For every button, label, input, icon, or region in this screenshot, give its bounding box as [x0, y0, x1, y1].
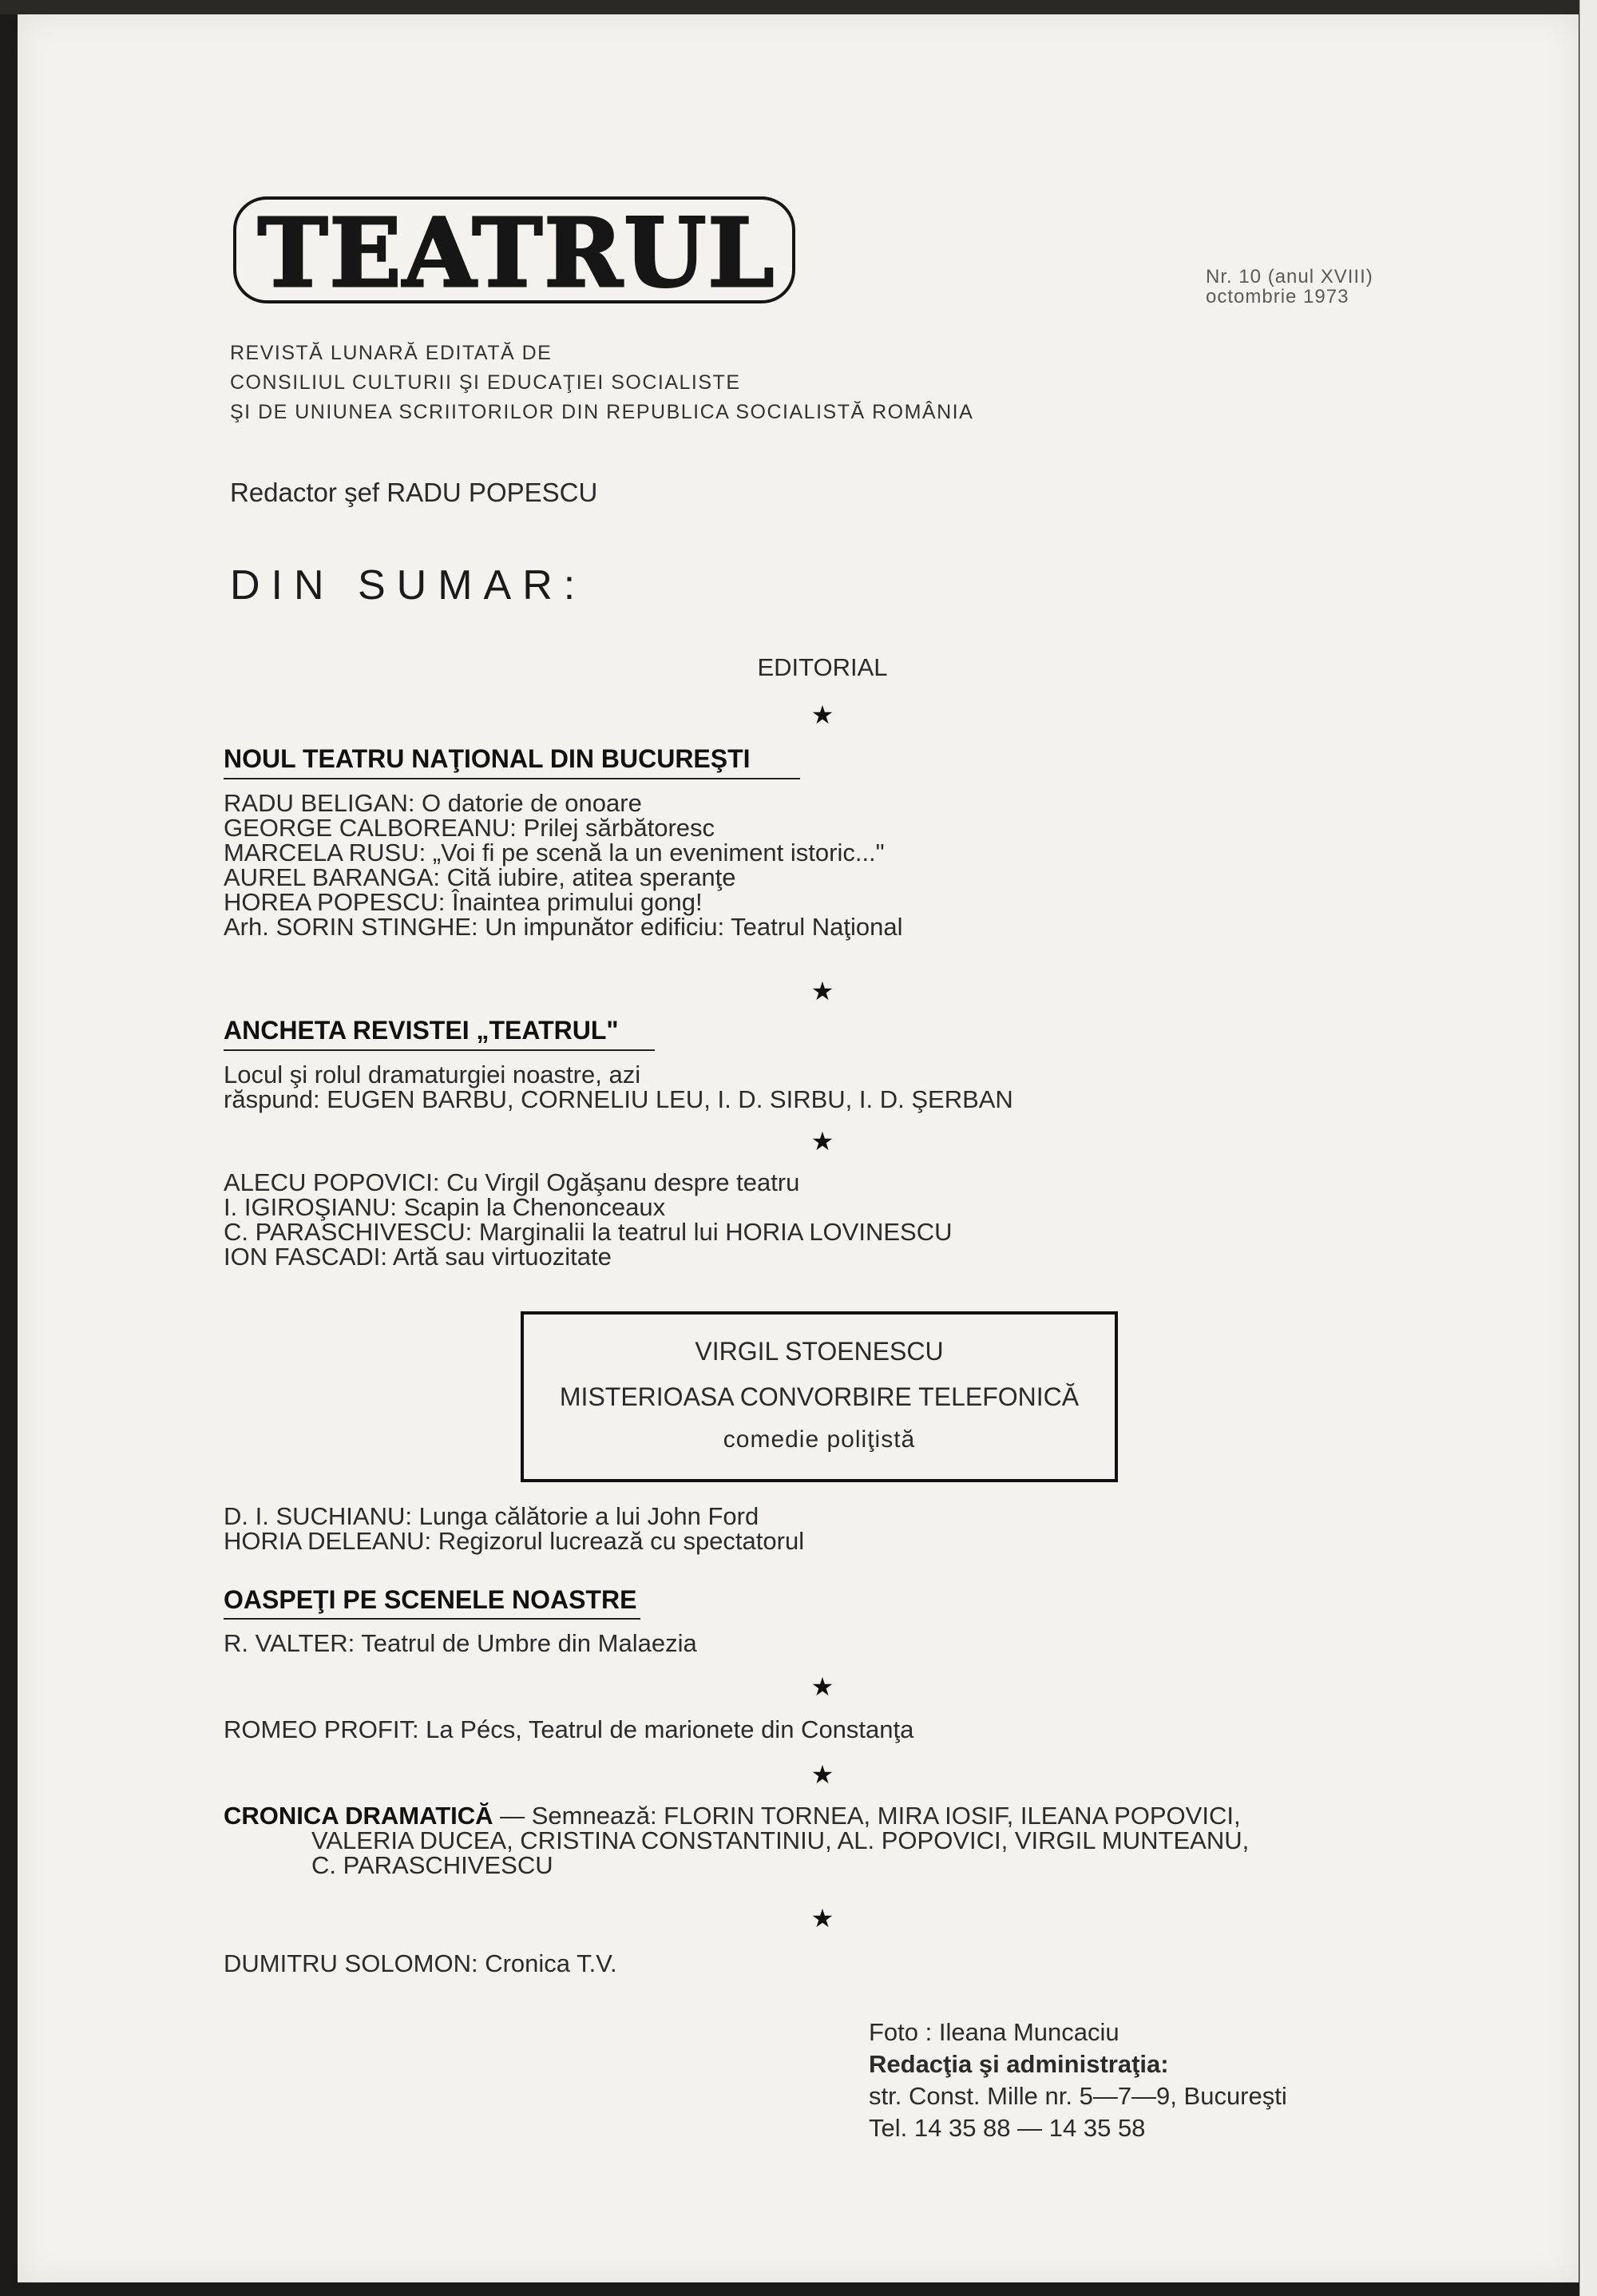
article-entry: Locul şi rolul dramaturgiei noastre, azi	[224, 1061, 641, 1089]
star-separator: ★	[810, 1672, 834, 1701]
cronica-lead-row	[224, 1803, 1249, 1828]
article-entry: D. I. SUCHIANU: Lunga călătorie a lui John Ford	[224, 1502, 759, 1530]
office-label: Redacţia şi administraţia:	[869, 2050, 1169, 2078]
credits-block	[869, 2016, 1287, 2144]
right-page-edge	[1579, 0, 1597, 2296]
issue-info	[1206, 267, 1373, 307]
publisher-line: ŞI DE UNIUNEA SCRIITORILOR DIN REPUBLICA SOCIALISTĂ ROMÂNIA	[230, 401, 974, 423]
cronica-signers-cont: C. PARASCHIVESCU	[311, 1851, 553, 1879]
editor-in-chief: Redactor şef RADU POPESCU	[230, 478, 598, 507]
photo-credit: Foto : Ileana Muncaciu	[869, 2018, 1119, 2046]
top-edge	[0, 0, 1597, 14]
article-entry: GEORGE CALBOREANU: Prilej sărbătoresc	[224, 814, 715, 842]
editorial-label: EDITORIAL	[757, 653, 888, 681]
logo-text: TEATRUL	[257, 197, 776, 308]
article-entry: DUMITRU SOLOMON: Cronica T.V.	[224, 1949, 617, 1977]
cronica-block	[224, 1803, 1249, 1878]
section-underline	[224, 778, 800, 779]
article-entry: ROMEO PROFIT: La Pécs, Teatrul de marionete din Constanţa	[224, 1715, 914, 1743]
film-articles	[224, 1504, 804, 1553]
cronica-signers: — Semnează: FLORIN TORNEA, MIRA IOSIF, ILEANA POPOVICI,	[493, 1802, 1241, 1830]
section-title-national: NOUL TEATRU NAŢIONAL DIN BUCUREŞTI	[224, 744, 751, 773]
star-separator: ★	[810, 1760, 834, 1789]
play-title: MISTERIOASA CONVORBIRE TELEFONICĂ	[559, 1382, 1080, 1411]
essay-articles	[224, 1170, 952, 1269]
star-separator: ★	[810, 700, 834, 729]
section-underline	[224, 1049, 655, 1051]
article-entry: ION FASCADI: Artă sau virtuozitate	[224, 1243, 612, 1271]
puppet-article	[224, 1717, 913, 1742]
issue-date: octombrie 1973	[1206, 286, 1349, 307]
issue-number: Nr. 10 (anul XVIII)	[1206, 266, 1373, 287]
summary-heading: DIN SUMAR:	[230, 562, 587, 609]
ancheta-articles	[224, 1062, 1013, 1112]
article-entry: MARCELA RUSU: „Voi fi pe scenă la un eveniment istoric..."	[224, 839, 885, 866]
article-entry: RADU BELIGAN: O datorie de onoare	[224, 789, 642, 817]
star-separator: ★	[810, 1127, 834, 1156]
article-entry: ALECU POPOVICI: Cu Virgil Ogăşanu despre teatru	[224, 1168, 800, 1196]
play-genre: comedie poliţistă	[723, 1426, 916, 1453]
tv-article	[224, 1951, 617, 1976]
national-articles	[224, 791, 903, 939]
article-entry: C. PARASCHIVESCU: Marginalii la teatrul lui HORIA LOVINESCU	[224, 1218, 953, 1246]
section-title-ancheta: ANCHETA REVISTEI „TEATRUL"	[224, 1016, 619, 1045]
article-entry: răspund: EUGEN BARBU, CORNELIU LEU, I. D. SIRBU, I. D. ŞERBAN	[224, 1085, 1013, 1113]
office-address: str. Const. Mille nr. 5—7—9, Bucureşti	[869, 2082, 1287, 2110]
article-entry: HORIA DELEANU: Regizorul lucrează cu spectatorul	[224, 1527, 805, 1555]
article-entry: AUREL BARANGA: Cită iubire, atitea speranţe	[224, 863, 736, 891]
article-entry: HOREA POPESCU: Înaintea primului gong!	[224, 888, 703, 916]
publisher-line: CONSILIUL CULTURII ŞI EDUCAŢIEI SOCIALISTE	[230, 371, 741, 394]
article-entry: Arh. SORIN STINGHE: Un impunător edificiu: Teatrul Naţional	[224, 913, 903, 941]
section-title-guests: OASPEŢI PE SCENELE NOASTRE	[224, 1585, 637, 1614]
article-entry: R. VALTER: Teatrul de Umbre din Malaezia	[224, 1629, 697, 1657]
article-entry: I. IGIROŞIANU: Scapin la Chenonceaux	[224, 1193, 666, 1221]
guest-articles	[224, 1631, 697, 1656]
star-separator: ★	[810, 977, 834, 1005]
cronica-signers-cont: VALERIA DUCEA, CRISTINA CONSTANTINIU, AL. POPOVICI, VIRGIL MUNTEANU,	[311, 1826, 1250, 1854]
office-phone: Tel. 14 35 88 — 14 35 58	[869, 2114, 1146, 2142]
publisher-block	[230, 339, 973, 427]
play-author: VIRGIL STOENESCU	[695, 1337, 944, 1366]
featured-play-box	[521, 1311, 1118, 1482]
section-underline	[224, 1618, 640, 1620]
cronica-title: CRONICA DRAMATICĂ	[224, 1802, 493, 1830]
star-separator: ★	[810, 1904, 834, 1933]
publisher-line: REVISTĂ LUNARĂ EDITATĂ DE	[230, 342, 553, 364]
teatrul-logo	[233, 182, 808, 318]
